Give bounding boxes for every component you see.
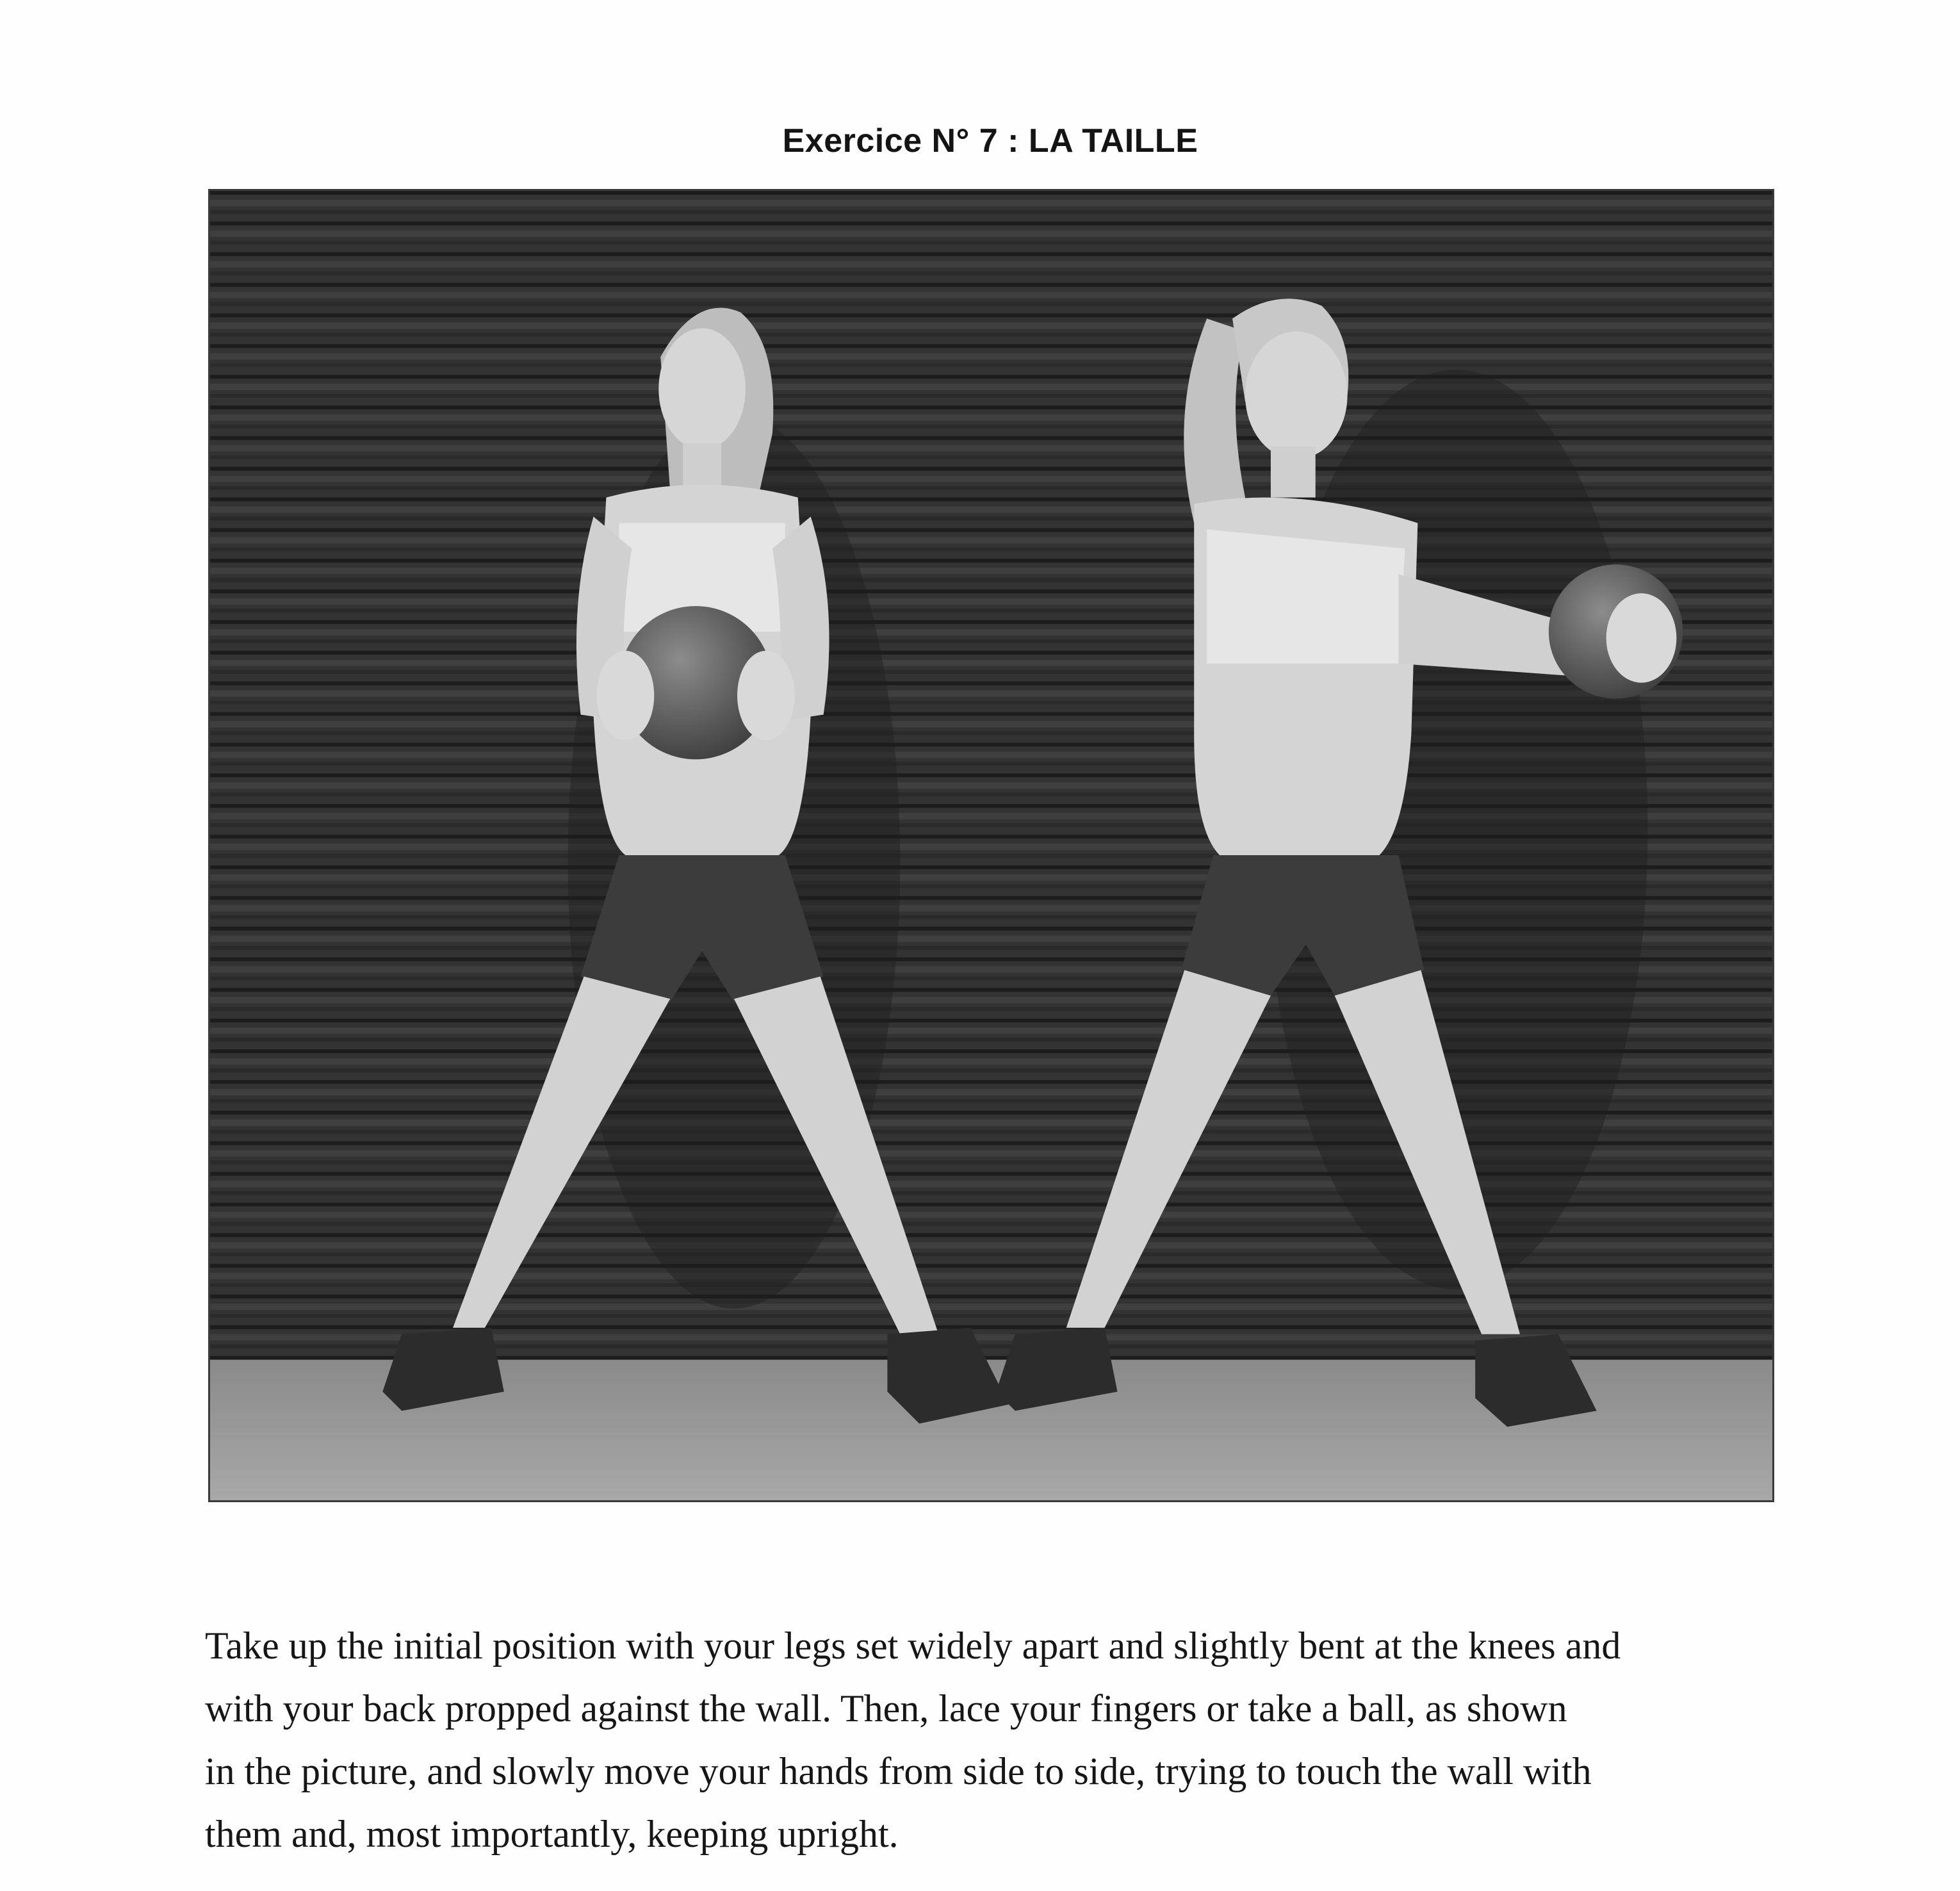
description-line-3: in the picture, and slowly move your hands from side to side, trying to touch the wall with bbox=[205, 1750, 1592, 1792]
description-line-2: with your back propped against the wall. Then, lace your fingers or take a ball, as shown bbox=[205, 1687, 1567, 1730]
description-line-4: them and, most importantly, keeping upright. bbox=[205, 1813, 899, 1855]
page-title: Exercice N° 7 : LA TAILLE bbox=[782, 122, 1198, 160]
exercise-description bbox=[205, 1614, 1793, 1865]
description-line-1: Take up the initial position with your legs set widely apart and slightly bent at the knees and bbox=[205, 1625, 1621, 1667]
exercise-photo bbox=[208, 189, 1774, 1502]
exercise-photo-illustration bbox=[210, 191, 1772, 1500]
